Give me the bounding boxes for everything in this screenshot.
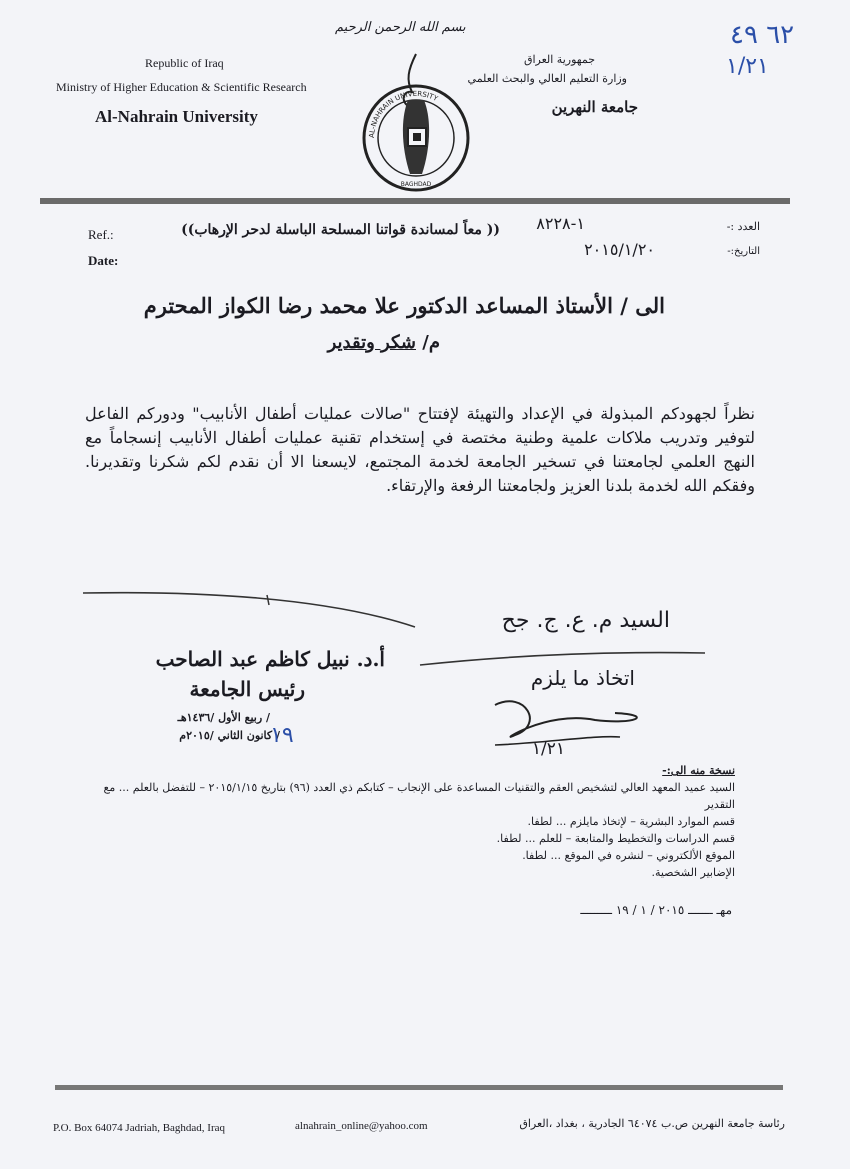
header-ministry-ar: وزارة التعليم العالي والبحث العلمي: [467, 72, 627, 85]
university-seal-logo: [360, 50, 472, 198]
subject-prefix: م/: [422, 332, 440, 353]
hijri-date: / ربيع الأول /١٤٣٦هـ: [177, 711, 270, 724]
seal-city-text: BAGHDAD: [400, 181, 432, 188]
handwritten-note-3: ١/٢١: [531, 739, 565, 759]
date-label: Date:: [88, 253, 119, 268]
seal-university-text: AL-NAHRAIN UNIVERSITY: [367, 89, 439, 139]
footer-email: alnahrain_online@yahoo.com: [295, 1120, 428, 1132]
header-country: Republic of Iraq: [145, 56, 224, 70]
ref-label: Ref.:: [88, 227, 114, 242]
header-divider: [40, 198, 790, 204]
handwritten-note-1: السيد م. ع. ج. جح: [501, 608, 670, 633]
slogan: (( معاً لمساندة قواتنا المسلحة الباسلة لدحر الإرهاب)): [181, 222, 500, 238]
subject-text: شكر وتقدير: [327, 332, 416, 353]
footer-address-ar: رئاسة جامعة النهرين ص.ب ٦٤٠٧٤ الجادرية ، بغداد ،العراق: [519, 1117, 785, 1130]
signer-title: رئيس الجامعة: [189, 677, 305, 701]
footer-divider: [55, 1085, 783, 1090]
cc-item: قسم الموارد البشرية – لإتخاذ مايلزم ... لطفا.: [527, 815, 735, 828]
header-university-ar: جامعة النهرين: [551, 98, 638, 116]
header-university: Al-Nahrain University: [95, 107, 258, 126]
cc-list: [85, 762, 735, 881]
cc-item: الموقع الألكتروني – لنشره في الموقع ... لطفا.: [522, 849, 735, 862]
cc-item: قسم الدراسات والتخطيط والمتابعة – للعلم ... لطفا.: [496, 832, 735, 845]
basmala: بسم الله الرحمن الرحيم: [335, 20, 466, 35]
handwritten-ref-a: ٦٢: [766, 20, 795, 50]
date-label-ar: التاريخ:-: [727, 246, 760, 257]
header-ministry: Ministry of Higher Education & Scientific Research: [56, 80, 307, 94]
footer-po-box: P.O. Box 64074 Jadriah, Baghdad, Iraq: [53, 1122, 226, 1134]
handwritten-reference: [712, 20, 794, 82]
signer-name: أ.د. نبيل كاظم عبد الصاحب: [155, 647, 385, 671]
handwritten-ref-c: ١/٢١: [726, 54, 769, 79]
cc-title: نسخة منه الى:-: [662, 764, 735, 777]
issue-line: مهـ ـــــــ ٢٠١٥ / ١ / ١٩ ـــــــــ: [580, 903, 732, 917]
reference-date: ٢٠١٥/١/٢٠: [584, 240, 655, 259]
letter-body-text: نظراً لجهودكم المبذولة في الإعداد والتهيئة لإفتتاح "صالات عمليات أطفال الأنابيب" ودوركم الفاعل لتوفير وتدريب ملاكات علمية وطنية مختصة في إستخدام تقنية عمليات أطفال الأنابيب إنسجاماً مع النهج العلمي لجامعتنا في تسخير الجامعة لخدمة المجتمع، لايسعنا الا أن نقدم لكم شكرنا وتقديرنا. وفقكم الله لخدمة بلدنا العزيز ولجامعتنا الرفعة والإرتقاء.: [85, 404, 755, 495]
header-country-ar: جمهورية العراق: [523, 53, 595, 66]
number-label-ar: العدد :-: [726, 220, 760, 233]
handwritten-day: ١٩: [270, 723, 294, 748]
reference-number: ١-٨٢٢٨: [536, 214, 585, 233]
subject: [328, 332, 440, 353]
addressee: الى / الأستاذ المساعد الدكتور علا محمد رضا الكواز المحترم: [143, 293, 665, 318]
handwritten-note-2: اتخاذ ما يلزم: [530, 666, 635, 690]
cc-item: السيد عميد المعهد العالي لتشخيص العقم والتقنيات المساعدة على الإنجاب – كتابكم ذي العدد (٩٦) بتاريخ ٢٠١٥/١/١٥ – للتفضل بالعلم ... مع التقدير: [103, 781, 735, 811]
gregorian-date: / كانون الثاني /٢٠١٥م: [179, 729, 280, 742]
cc-item: الإضابير الشخصية.: [651, 866, 735, 879]
letter-body: [85, 402, 755, 498]
handwritten-ref-b: ٤٩: [730, 20, 758, 50]
